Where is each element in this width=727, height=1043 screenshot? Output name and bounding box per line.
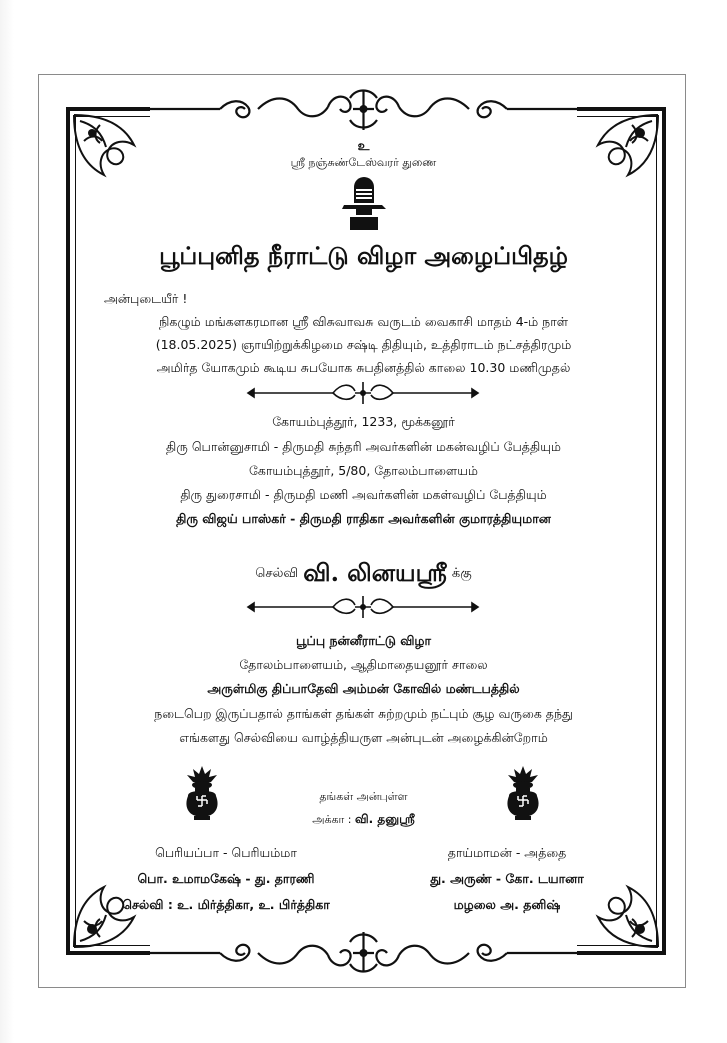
event-address: தோலம்பாளையம், ஆதிமாதையனூர் சாலை: [239, 657, 488, 672]
family-line-3: கோயம்புத்தூர், 5/80, தோலம்பாளையம்: [249, 463, 478, 478]
signoff-label: தங்கள் அன்புள்ள: [319, 790, 408, 803]
relatives-right-line-2: மழலை அ. தனிஷ்: [453, 897, 561, 912]
honoree-prefix: செல்வி: [255, 566, 299, 581]
honoree-name: வி. லினயஸ்ரீ: [303, 558, 447, 587]
sister-label: அக்கா :: [312, 813, 352, 826]
divider-ornament: [238, 594, 488, 620]
invitation-line-1: நடைபெற இருப்பதால் தாங்கள் தங்கள் சுற்றமும் நட்பும் சூழ வருகை தந்து: [154, 706, 573, 721]
shiva-lingam-icon: [342, 175, 386, 230]
intro-line-1: நிகழும் மங்களகரமான ஸ்ரீ விசுவாவசு வருடம் வைகாசி மாதம் 4-ம் நாள்: [158, 314, 569, 329]
intro-line-2: (18.05.2025) ஞாயிற்றுக்கிழமை சஷ்டி திதியும், உத்திராடம் நட்சத்திரமும்: [155, 337, 572, 352]
invitation-line-2: எங்களது செல்வியை வாழ்த்தியருள அன்புடன் அழைக்கின்றோம்: [179, 730, 548, 745]
blessing-line: ஸ்ரீ நஞ்சுண்டேஸ்வரர் துணை: [290, 156, 437, 169]
sister-name: வி. தனுஸ்ரீ: [355, 812, 415, 826]
top-ornament: [150, 86, 577, 130]
relatives-left-line-2: செல்வி : உ. மிர்த்திகா, உ. பிர்த்திகா: [122, 897, 330, 912]
bottom-ornament: [150, 932, 577, 976]
family-line-4: திரு துரைசாமி - திருமதி மணி அவர்களின் மகள்வழிப் பேத்தியும்: [180, 487, 547, 502]
relatives-right: [372, 845, 642, 914]
honoree-line: [0, 558, 727, 590]
event-venue: அருள்மிகு திப்பாதேவி அம்மன் கோவில் மண்டபத்தில்: [207, 681, 520, 696]
family-line-1: கோயம்புத்தூர், 1233, மூக்கனூர்: [272, 414, 455, 429]
relatives-right-heading: தாய்மாமன் - அத்தை: [447, 845, 567, 860]
divider-ornament: [238, 380, 488, 406]
intro-line-3: அமிர்த யோகமும் கூடிய சுபயோக சுபதினத்தில் காலை 10.30 மணிமுதல்: [156, 360, 571, 375]
event-name: பூப்பு நன்னீராட்டு விழா: [295, 633, 432, 648]
family-line-5: திரு விஜய் பாஸ்கர் - திருமதி ராதிகா அவர்களின் குமாரத்தியுமான: [176, 511, 551, 526]
relatives-left-heading: பெரியப்பா - பெரியம்மா: [155, 845, 297, 860]
signoff-sister: [0, 812, 727, 828]
family-line-2: திரு பொன்னுசாமி - திருமதி சுந்தரி அவர்களின் மகன்வழிப் பேத்தியும்: [166, 439, 561, 454]
om-symbol: உ: [357, 139, 370, 154]
relatives-right-line-1: து. அருண் - கோ. டயானா: [430, 871, 584, 886]
greeting: அன்புடையீர் !: [104, 291, 188, 306]
page-title: பூப்புனித நீராட்டு விழா அழைப்பிதழ்: [159, 241, 568, 270]
honoree-suffix: க்கு: [451, 566, 472, 581]
relatives-left-line-1: பொ. உமாமகேஷ் - து. தாரணி: [137, 871, 315, 886]
relatives-left: [86, 845, 366, 914]
